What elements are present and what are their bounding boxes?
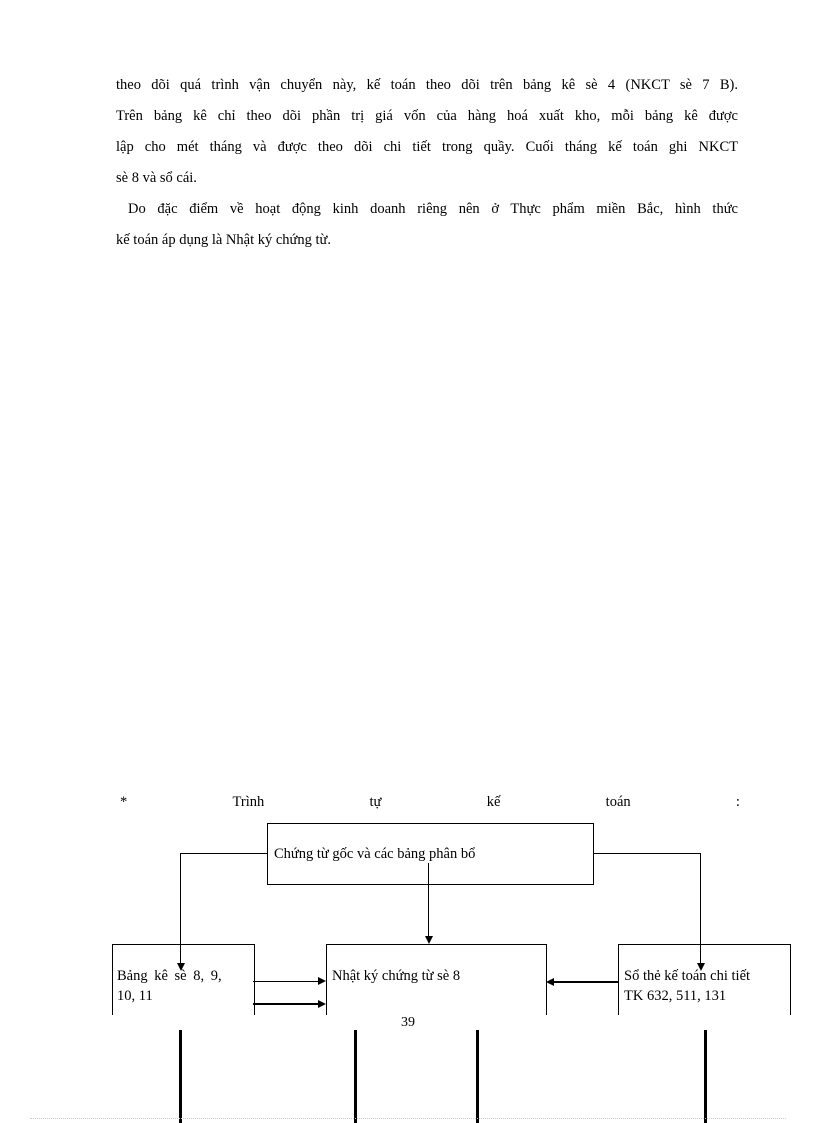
paragraph-1-line-4: sè 8 và sổ cái. xyxy=(116,170,197,186)
paragraph-2-line-2: kế toán áp dụng là Nhật ký chứng từ. xyxy=(116,232,332,248)
heading-colon: : xyxy=(735,794,740,810)
heading-word-4: toán xyxy=(605,794,631,810)
arrow-right-to-center xyxy=(546,978,554,986)
connector-top-center-v xyxy=(428,863,429,937)
paragraph-1 xyxy=(116,70,738,194)
top-box-label: Chứng từ gốc và các bảng phân bổ xyxy=(274,846,476,862)
right-box-label-1: Sổ thẻ kế toán chi tiết xyxy=(624,968,751,984)
paragraph-1-line-1: theo dõi quá trình vận chuyển này, kế toán theo dõi trên bảng kê sè 4 (NKCT sè 7 B). xyxy=(116,77,738,93)
paragraph-1-line-3: lập cho mét tháng và được theo dõi chi tiết trong quầy. Cuối tháng kế toán ghi NKCT xyxy=(116,139,738,155)
paragraph-2-line-1: Do đặc điểm về hoạt động kinh doanh riêng nên ở Thực phẩm miền Bắc, hình thức xyxy=(128,201,738,217)
page-number: 39 xyxy=(401,1015,415,1030)
center-box-label: Nhật ký chứng từ sè 8 xyxy=(332,968,461,984)
page-edge-divider xyxy=(30,1118,786,1119)
continuation-line-1 xyxy=(179,1030,182,1123)
continuation-line-2 xyxy=(354,1030,357,1123)
connector-top-right-h xyxy=(594,853,700,854)
heading-word-2: tự xyxy=(369,794,382,810)
left-box-label-2: 10, 11 xyxy=(117,988,153,1004)
heading-word-3: kế xyxy=(486,794,501,810)
heading-bullet: * xyxy=(120,794,128,810)
connector-left-center-thin xyxy=(253,981,319,982)
right-box-label-2: TK 632, 511, 131 xyxy=(624,988,727,1004)
arrow-left-to-center-1 xyxy=(318,977,326,985)
connector-top-left-h xyxy=(180,853,267,854)
left-box-label-1: Bảng kê sè 8, 9, xyxy=(117,968,222,984)
connector-right-center xyxy=(553,981,618,983)
arrow-to-center-box xyxy=(425,936,433,944)
connector-left-center-thick xyxy=(253,1003,319,1005)
section-heading xyxy=(120,794,740,811)
arrow-left-to-center-2 xyxy=(318,1000,326,1008)
continuation-line-4 xyxy=(704,1030,707,1123)
paragraph-1-line-2: Trên bảng kê chỉ theo dõi phần trị giá vốn của hàng hoá xuất kho, mỗi bảng kê được xyxy=(116,108,738,124)
continuation-line-3 xyxy=(476,1030,479,1123)
heading-word-1: Trình xyxy=(232,794,265,810)
paragraph-2 xyxy=(116,194,738,256)
